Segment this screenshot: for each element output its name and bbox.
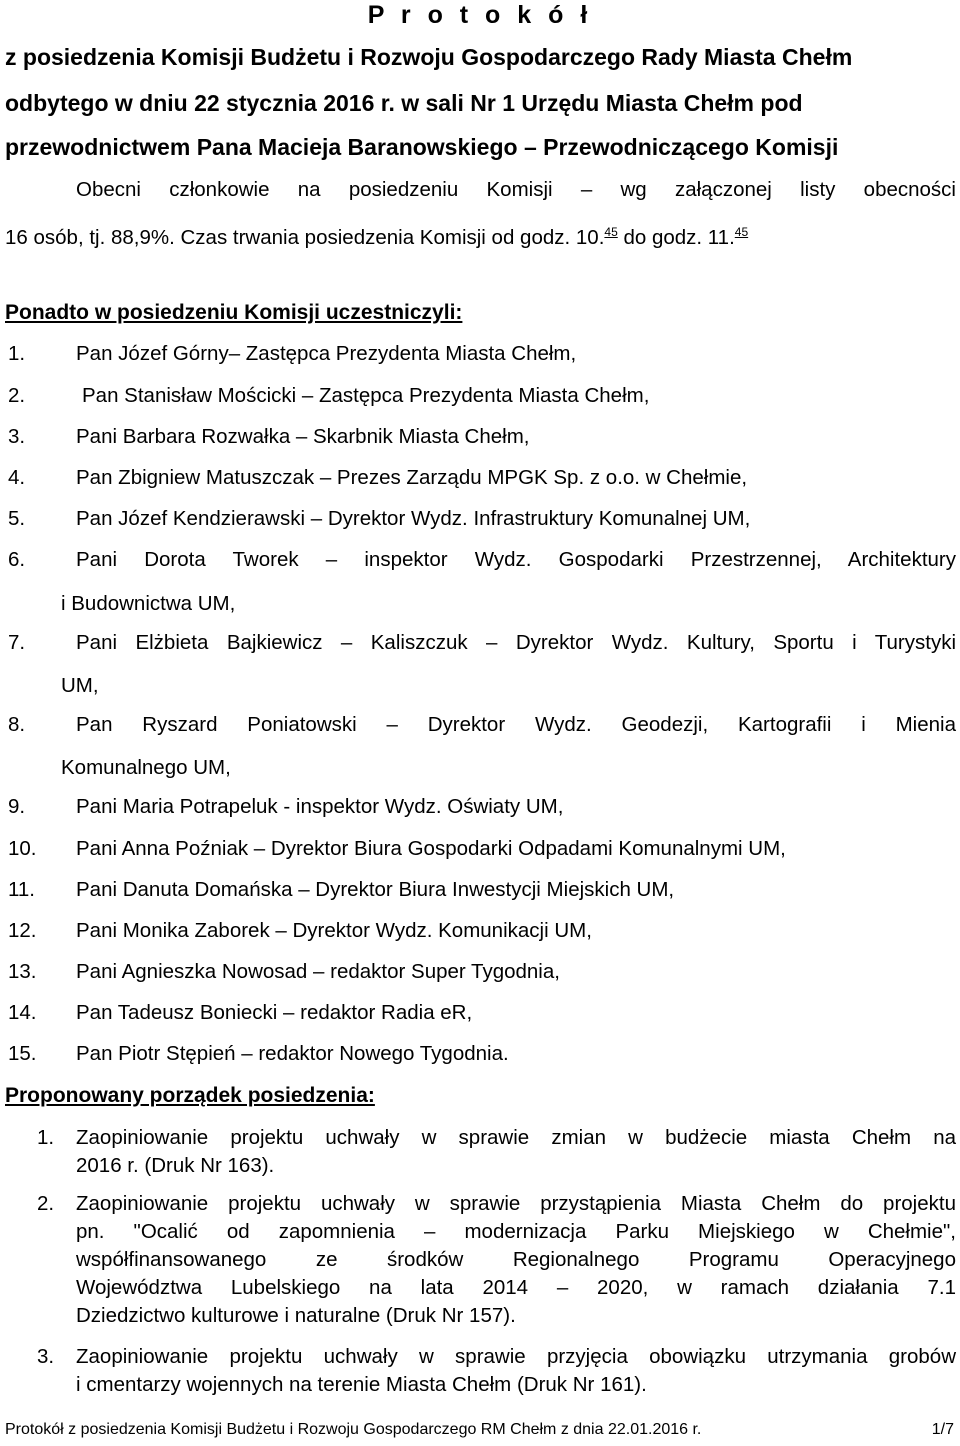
list-item-text: Pani Barbara Rozwałka – Skarbnik Miasta Chełm, — [76, 425, 530, 448]
header-line-1: z posiedzenia Komisji Budżetu i Rozwoju Gospodarczego Rady Miasta Chełm — [5, 44, 853, 70]
list-item-number: 12. — [8, 919, 37, 942]
document-title: P r o t o k ó ł — [367, 1, 593, 29]
list-item-number: 6. — [8, 548, 26, 571]
list-item-text: Pan Piotr Stępień – redaktor Nowego Tygodnia. — [76, 1042, 509, 1065]
agenda-item-number: 3. — [37, 1345, 55, 1368]
list-item-number: 1. — [8, 342, 26, 365]
list-item-number: 3. — [8, 425, 26, 448]
agenda-item-number: 1. — [37, 1126, 55, 1149]
agenda-item — [0, 1343, 960, 1403]
time-start-minutes: 45 — [604, 225, 618, 239]
list-item-number: 15. — [8, 1042, 37, 1065]
agenda-item-line: Zaopiniowanie projektu uchwały w sprawie przyjęcia obowiązku utrzymania grobów — [76, 1345, 956, 1368]
agenda-item-line: Zaopiniowanie projektu uchwały w sprawie przystąpienia Miasta Chełm do projektu — [76, 1192, 956, 1215]
list-item-number: 2. — [8, 384, 26, 407]
agenda-item-line: 2016 r. (Druk Nr 163). — [76, 1154, 275, 1177]
time-end-minutes: 45 — [734, 225, 749, 239]
agenda-item-line: i cmentarzy wojennych na terenie Miasta Chełm (Druk Nr 161). — [76, 1373, 647, 1396]
agenda-heading: Proponowany porządek posiedzenia: — [5, 1084, 375, 1107]
list-item-text: Pan Józef Kendzierawski – Dyrektor Wydz. Infrastruktury Komunalnej UM, — [76, 507, 751, 530]
list-item-text: Pan Ryszard Poniatowski – Dyrektor Wydz. Geodezji, Kartografii i Mienia — [76, 713, 956, 736]
list-item-text: Pan Zbigniew Matuszczak – Prezes Zarządu MPGK Sp. z o.o. w Chełmie, — [76, 466, 748, 489]
list-item-number: 5. — [8, 507, 26, 530]
agenda-item-line: Zaopiniowanie projektu uchwały w sprawie zmian w budżecie miasta Chełm na — [76, 1126, 956, 1149]
list-item — [0, 546, 960, 622]
agenda-item-line: Województwa Lubelskiego na lata 2014 – 2020, w ramach działania 7.1 — [76, 1276, 956, 1299]
list-item — [0, 629, 960, 705]
list-item-text: Pani Danuta Domańska – Dyrektor Biura Inwestycji Miejskich UM, — [76, 878, 675, 901]
list-item-text: Pani Monika Zaborek – Dyrektor Wydz. Komunikacji UM, — [76, 919, 592, 942]
list-item-number: 10. — [8, 837, 37, 860]
list-item-number: 14. — [8, 1001, 37, 1024]
list-item-text: Pan Józef Górny– Zastępca Prezydenta Miasta Chełm, — [76, 342, 577, 365]
list-item-number: 8. — [8, 713, 26, 736]
list-item-text: Pani Maria Potrapeluk - inspektor Wydz. Oświaty UM, — [76, 795, 564, 818]
header-line-3: przewodnictwem Pana Macieja Baranowskiego – Przewodniczącego Komisji — [5, 134, 839, 160]
list-item-text: Pani Agnieszka Nowosad – redaktor Super Tygodnia, — [76, 960, 560, 983]
list-item-text: Pani Dorota Tworek – inspektor Wydz. Gospodarki Przestrzennej, Architektury — [76, 548, 956, 571]
agenda-item-line: współfinansowanego ze środków Regionalnego Programu Operacyjnego — [76, 1248, 956, 1271]
agenda-item — [0, 1190, 960, 1340]
participants-heading: Ponadto w posiedzeniu Komisji uczestniczyli: — [5, 301, 463, 324]
page-number: 1/7 — [931, 1421, 954, 1438]
agenda-item-line: pn. "Ocalić od zapomnienia – modernizacja Parku Miejskiego w Chełmie", — [76, 1220, 956, 1243]
list-item-continuation: i Budownictwa UM, — [61, 592, 236, 615]
list-item-number: 9. — [8, 795, 26, 818]
list-item-text: Pani Anna Poźniak – Dyrektor Biura Gospodarki Odpadami Komunalnymi UM, — [76, 837, 786, 860]
agenda-item-number: 2. — [37, 1192, 55, 1215]
list-item — [0, 711, 960, 787]
attendance-line-2 — [5, 218, 748, 252]
list-item-text: Pan Tadeusz Boniecki – redaktor Radia eR, — [76, 1001, 473, 1024]
agenda-item-line: Dziedzictwo kulturowe i naturalne (Druk Nr 157). — [76, 1304, 516, 1327]
page-footer — [5, 1420, 954, 1440]
list-item-text: Pan Stanisław Mościcki – Zastępca Prezydenta Miasta Chełm, — [82, 384, 650, 407]
list-item-number: 4. — [8, 466, 26, 489]
header-line-2: odbytego w dniu 22 stycznia 2016 r. w sali Nr 1 Urzędu Miasta Chełm pod — [5, 90, 803, 116]
attendance-line-1: Obecni członkowie na posiedzeniu Komisji – wg załączonej listy obecności — [76, 178, 956, 201]
attendance-text-a: 16 osób, tj. 88,9%. Czas trwania posiedzenia Komisji od godz. 10. — [5, 226, 605, 249]
footer-text: Protokół z posiedzenia Komisji Budżetu i Rozwoju Gospodarczego RM Chełm z dnia 22.01.2016 r. — [5, 1421, 702, 1438]
list-item-text: Pani Elżbieta Bajkiewicz – Kaliszczuk – Dyrektor Wydz. Kultury, Sportu i Turystyki — [76, 631, 956, 654]
attendance-text-b: do godz. 11. — [617, 226, 735, 249]
list-item-continuation: Komunalnego UM, — [61, 756, 231, 779]
agenda-item — [0, 1124, 960, 1184]
list-item-number: 7. — [8, 631, 26, 654]
list-item-number: 13. — [8, 960, 37, 983]
list-item-continuation: UM, — [61, 674, 99, 697]
list-item-number: 11. — [8, 878, 35, 901]
